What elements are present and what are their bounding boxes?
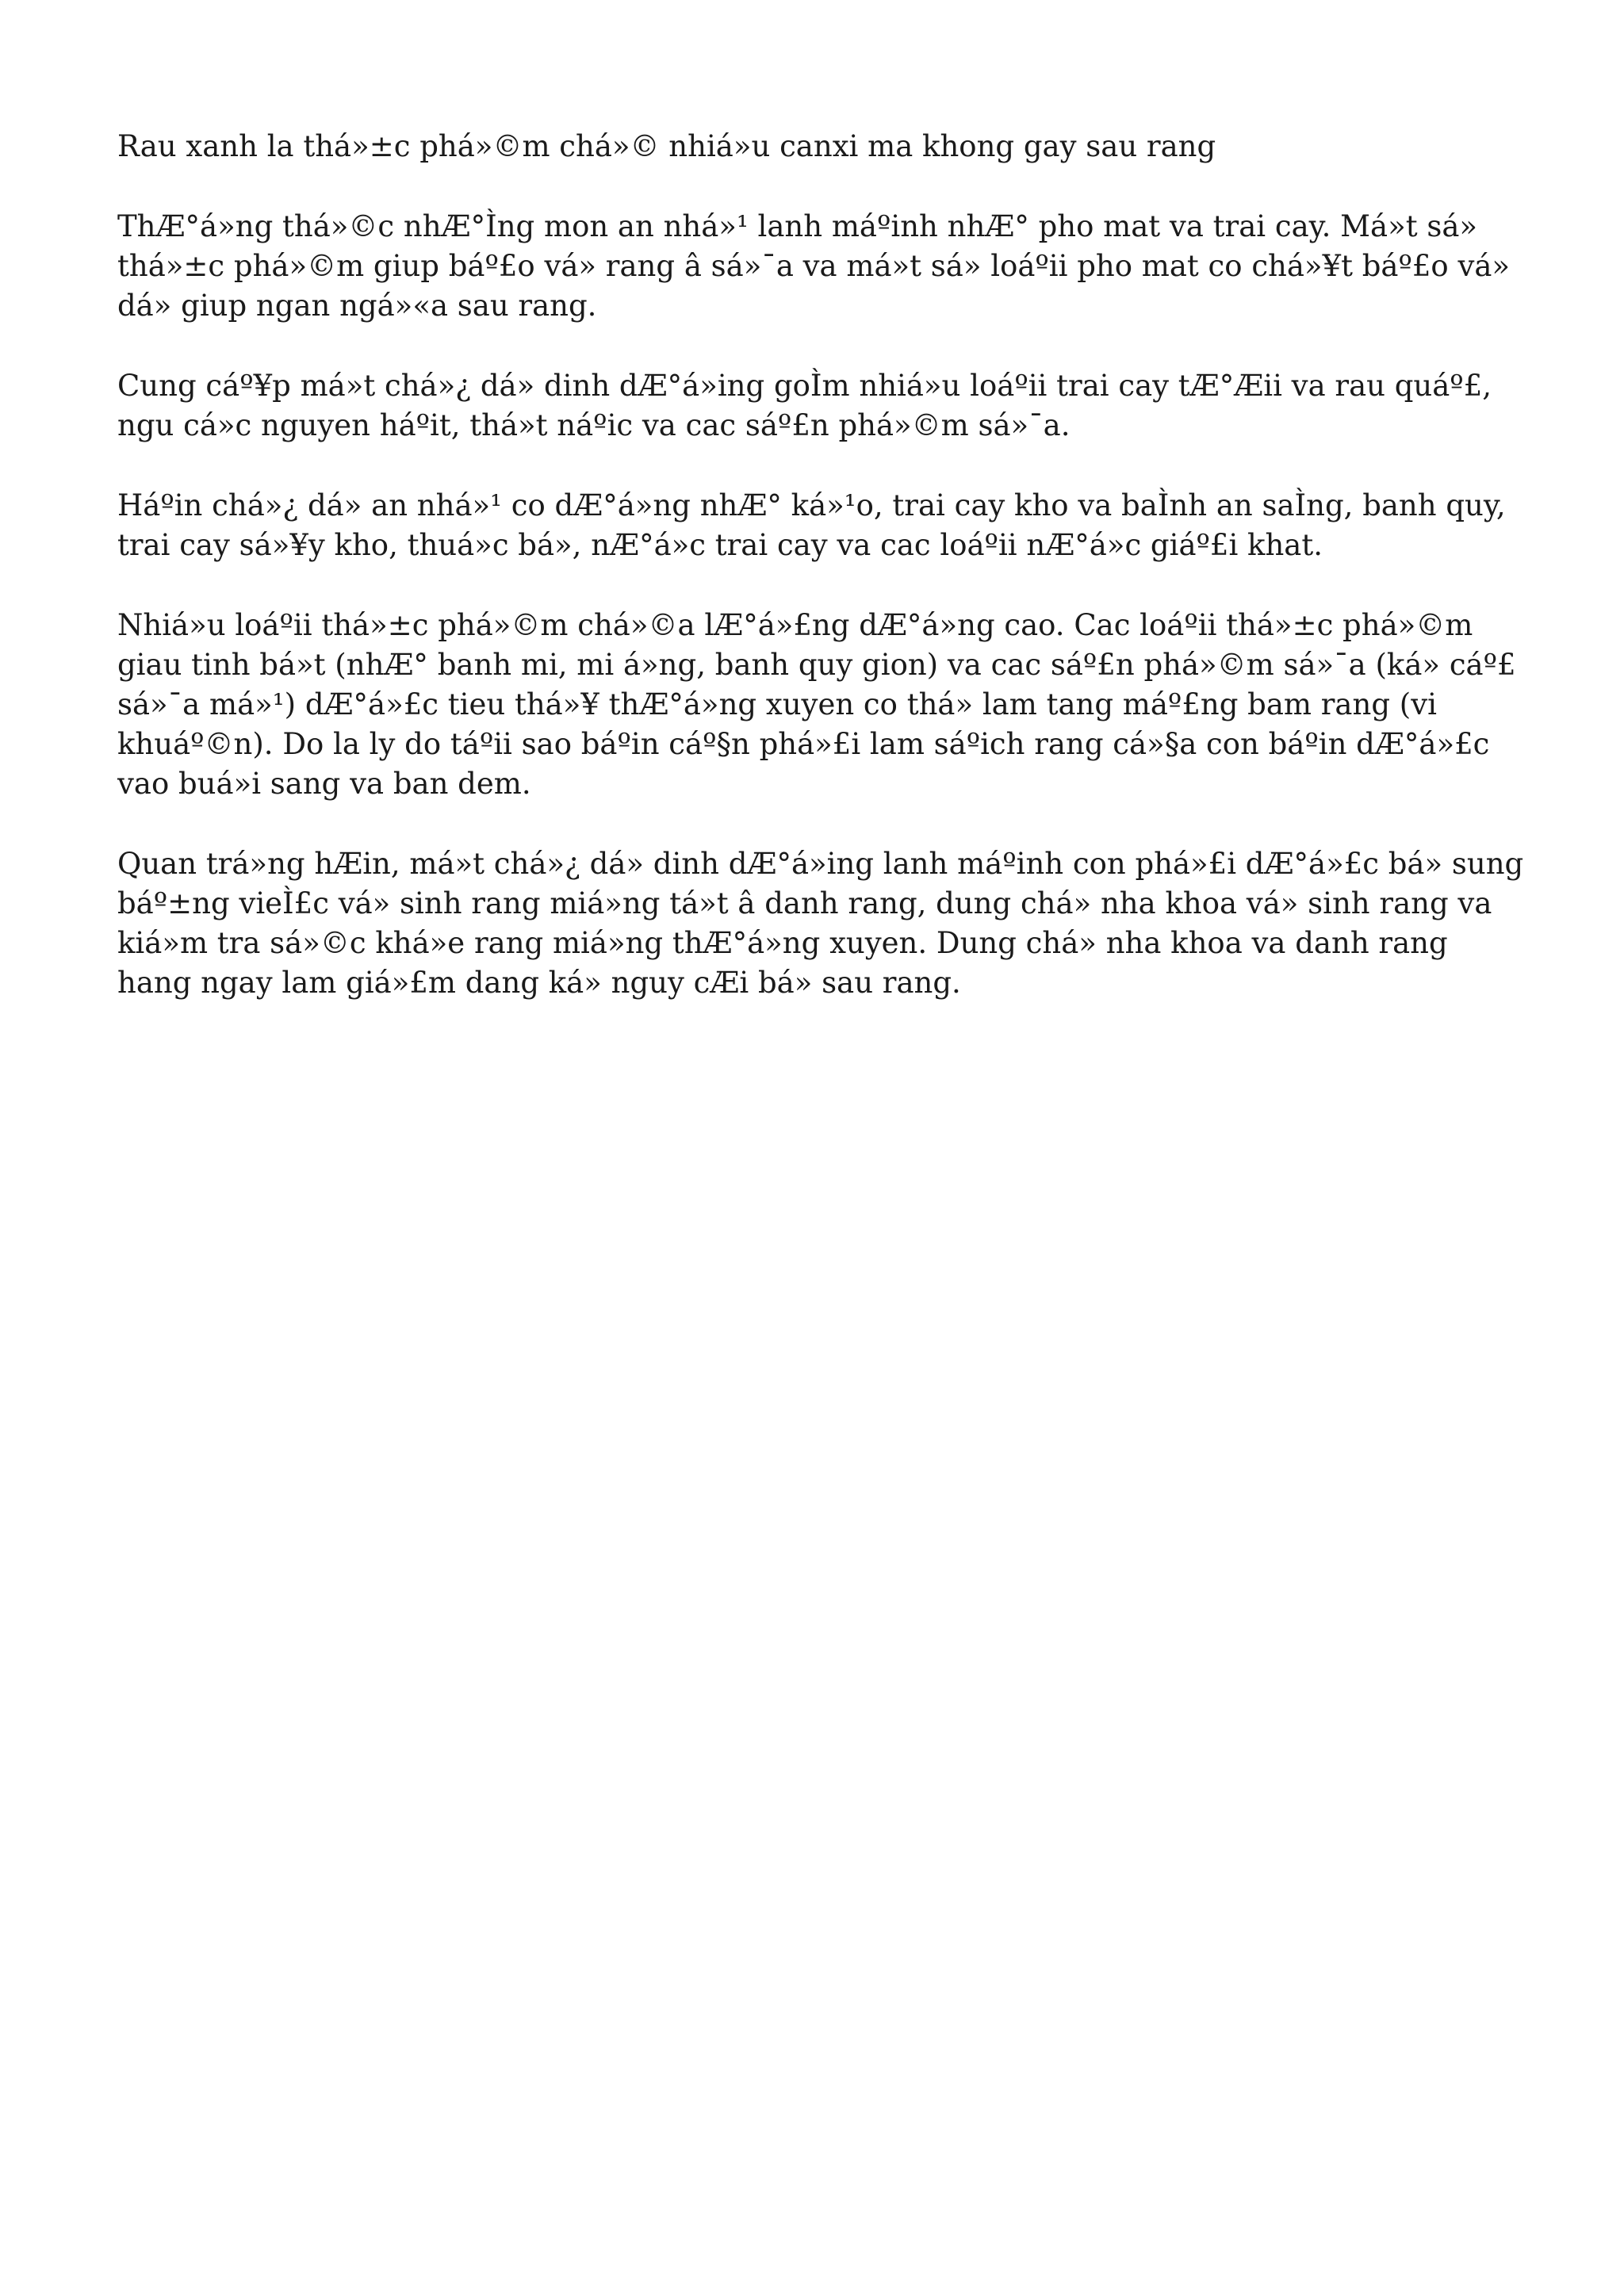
paragraph-2: Cung cáº¥p má»t chá»¿ dá» dinh dÆ°á»ing goÌm nhiá»u loáºii trai cay tÆ°Æii va rau quáº£, ngu cá»c nguyen háºit, thá»t náºic va cac sáº£n phá»©m sá»¯a.	[117, 369, 1492, 442]
paragraph-4: Nhiá»u loáºii thá»±c phá»©m chá»©a lÆ°á»£ng dÆ°á»ng cao. Cac loáºii thá»±c phá»©m giau tinh bá»t (nhÆ° banh mi, mi á»ng, banh quy gion) va cac sáº£n phá»©m sá»¯a (ká» cáº£ sá»¯a má»¹) dÆ°á»£c tieu thá»¥ thÆ°á»ng xuyen co thá» lam tang máº£ng bam rang (vi khuáº©n). Do la ly do táºii sao báºin cáº§n phá»£i lam sáºich rang cá»§a con báºin dÆ°á»£c vao buá»i sang va ban dem.	[117, 608, 1516, 801]
paragraph-heading: Rau xanh la thá»±c phá»©m chá»© nhiá»u canxi ma khong gay sau rang	[117, 129, 1216, 163]
paragraph-1: ThÆ°á»ng thá»©c nhÆ°Ìng mon an nhá»¹ lanh máºinh nhÆ° pho mat va trai cay. Má»t sá» thá»±c phá»©m giup báº£o vá» rang â sá»¯a va má»t sá» loáºii pho mat co chá»¥t báº£o vá» dá» giup ngan ngá»«a sau rang.	[117, 209, 1511, 323]
paragraph-3: Háºin chá»¿ dá» an nhá»¹ co dÆ°á»ng nhÆ° ká»¹o, trai cay kho va baÌnh an saÌng, banh quy, trai cay sá»¥y kho, thuá»c bá», nÆ°á»c trai cay va cac loáºii nÆ°á»c giáº£i khat.	[117, 488, 1506, 562]
paragraph-5: Quan trá»ng hÆin, má»t chá»¿ dá» dinh dÆ°á»ing lanh máºinh con phá»£i dÆ°á»£c bá» sung báº±ng vieÌ£c vá» sinh rang miá»ng tá»t â danh rang, dung chá» nha khoa vá» sinh rang va kiá»m tra sá»©c khá»e rang miá»ng thÆ°á»ng xuyen. Dung chá» nha khoa va danh rang hang ngay lam giá»£m dang ká» nguy cÆi bá» sau rang.	[117, 847, 1524, 1000]
document-body	[117, 127, 1529, 1043]
